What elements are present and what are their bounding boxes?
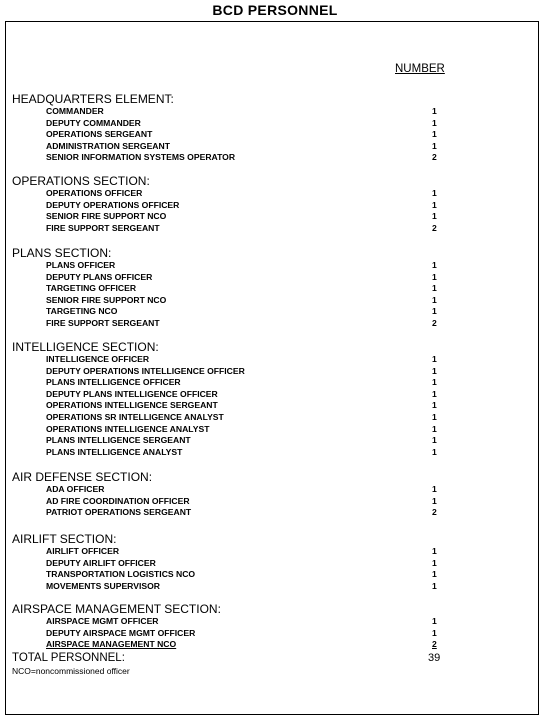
position-count: 1 [432,106,437,116]
position-label: PLANS INTELLIGENCE SERGEANT [46,435,191,446]
position-label: FIRE SUPPORT SERGEANT [46,222,160,233]
position-label: ADA OFFICER [46,484,105,494]
position-label: DEPUTY COMMANDER [46,117,141,128]
position-count: 1 [432,365,437,376]
position-label: DEPUTY PLANS OFFICER [46,271,153,282]
table-row [12,377,532,389]
section-title: AIRSPACE MANAGEMENT SECTION: [12,602,221,616]
position-count: 1 [432,627,437,638]
position-label: AIRSPACE MGMT OFFICER [46,616,159,626]
section [12,174,532,234]
position-label: TRANSPORTATION LOGISTICS NCO [46,569,196,580]
position-label: MOVEMENTS SUPERVISOR [46,580,160,591]
position-label: AIRLIFT OFFICER [46,546,120,556]
section-title: AIR DEFENSE SECTION: [12,470,153,484]
position-count: 2 [432,317,437,328]
position-label: INTELLIGENCE OFFICER [46,354,150,364]
position-count: 2 [432,222,437,233]
table-row [12,200,532,212]
table-row [12,389,532,401]
table-row [12,569,532,581]
table-row [12,260,532,272]
table-row [12,141,532,153]
table-row [12,152,532,164]
position-label: TARGETING NCO [46,306,118,317]
table-row [12,581,532,593]
table-row [12,507,532,519]
position-label: DEPUTY OPERATIONS INTELLIGENCE OFFICER [46,365,245,376]
table-row [12,447,532,459]
section [12,92,532,164]
table-row [12,211,532,223]
position-label: SENIOR FIRE SUPPORT NCO [46,294,167,305]
table-row [12,639,532,651]
table-row [12,283,532,295]
position-label: ADMINISTRATION SERGEANT [46,140,170,151]
position-label: DEPUTY AIRLIFT OFFICER [46,557,156,568]
position-count: 1 [432,411,437,422]
table-row [12,354,532,366]
position-label: FIRE SUPPORT SERGEANT [46,317,160,328]
section-title: PLANS SECTION: [12,246,112,260]
table-row [12,106,532,118]
table-row [12,558,532,570]
table-row [12,546,532,558]
position-label: OPERATIONS INTELLIGENCE SERGEANT [46,400,218,411]
position-count: 1 [432,294,437,305]
position-count: 1 [432,211,437,222]
section [12,246,532,330]
position-count: 1 [432,557,437,568]
position-count: 1 [432,388,437,399]
total-number: 39 [428,652,441,664]
position-count: 1 [432,495,437,506]
position-count: 1 [432,199,437,210]
position-count: 1 [432,484,437,494]
footnote: NCO=noncommissioned officer [12,666,130,676]
position-count: 1 [432,271,437,282]
position-label: TARGETING OFFICER [46,283,137,294]
section-title: HEADQUARTERS ELEMENT: [12,92,174,106]
position-count: 2 [432,507,437,518]
section-title: OPERATIONS SECTION: [12,174,150,188]
section [12,470,532,519]
table-row [12,306,532,318]
position-label: AD FIRE COORDINATION OFFICER [46,495,190,506]
total-label: TOTAL PERSONNEL: [12,652,125,664]
section [12,340,532,458]
position-label: PLANS INTELLIGENCE OFFICER [46,377,181,388]
position-count: 1 [432,283,437,294]
position-count: 1 [432,188,437,198]
position-count: 1 [432,140,437,151]
table-row [12,435,532,447]
section-title: AIRLIFT SECTION: [12,532,117,546]
position-count: 1 [432,260,437,270]
table-row [12,272,532,284]
table-row [12,412,532,424]
position-count: 1 [432,117,437,128]
position-count: 1 [432,423,437,434]
position-count: 2 [432,152,437,163]
position-count: 1 [432,546,437,556]
section [12,602,532,651]
table-row [12,496,532,508]
position-count: 2 [432,639,437,650]
position-label: PATRIOT OPERATIONS SERGEANT [46,507,192,518]
position-count: 1 [432,446,437,457]
position-label: COMMANDER [46,106,104,116]
position-label: OPERATIONS INTELLIGENCE ANALYST [46,423,210,434]
table-row [12,295,532,307]
section-title: INTELLIGENCE SECTION: [12,340,159,354]
document-title: BCD PERSONNEL [212,2,338,18]
table-row [12,484,532,496]
position-label: PLANS INTELLIGENCE ANALYST [46,446,183,457]
position-label: PLANS OFFICER [46,260,116,270]
position-label: SENIOR FIRE SUPPORT NCO [46,211,167,222]
position-count: 1 [432,435,437,446]
position-label: OPERATIONS SERGEANT [46,129,153,140]
position-label: DEPUTY OPERATIONS OFFICER [46,199,180,210]
table-row [12,223,532,235]
position-count: 1 [432,377,437,388]
table-row [12,424,532,436]
table-row [12,628,532,640]
position-label: OPERATIONS OFFICER [46,188,143,198]
position-count: 1 [432,354,437,364]
table-row [12,616,532,628]
position-label: DEPUTY AIRSPACE MGMT OFFICER [46,627,196,638]
position-count: 1 [432,306,437,317]
position-label: DEPUTY PLANS INTELLIGENCE OFFICER [46,388,218,399]
table-row [12,129,532,141]
position-label: AIRSPACE MANAGEMENT NCO [46,639,177,650]
position-count: 1 [432,400,437,411]
number-column-header: NUMBER [395,63,445,75]
table-row [12,400,532,412]
position-label: OPERATIONS SR INTELLIGENCE ANALYST [46,411,224,422]
position-count: 1 [432,129,437,140]
table-row [12,366,532,378]
position-count: 1 [432,569,437,580]
position-count: 1 [432,580,437,591]
table-row [12,188,532,200]
position-count: 1 [432,616,437,626]
total-personnel-row [12,651,532,665]
position-label: SENIOR INFORMATION SYSTEMS OPERATOR [46,152,236,163]
table-row [12,118,532,130]
table-row [12,318,532,330]
section [12,532,532,592]
